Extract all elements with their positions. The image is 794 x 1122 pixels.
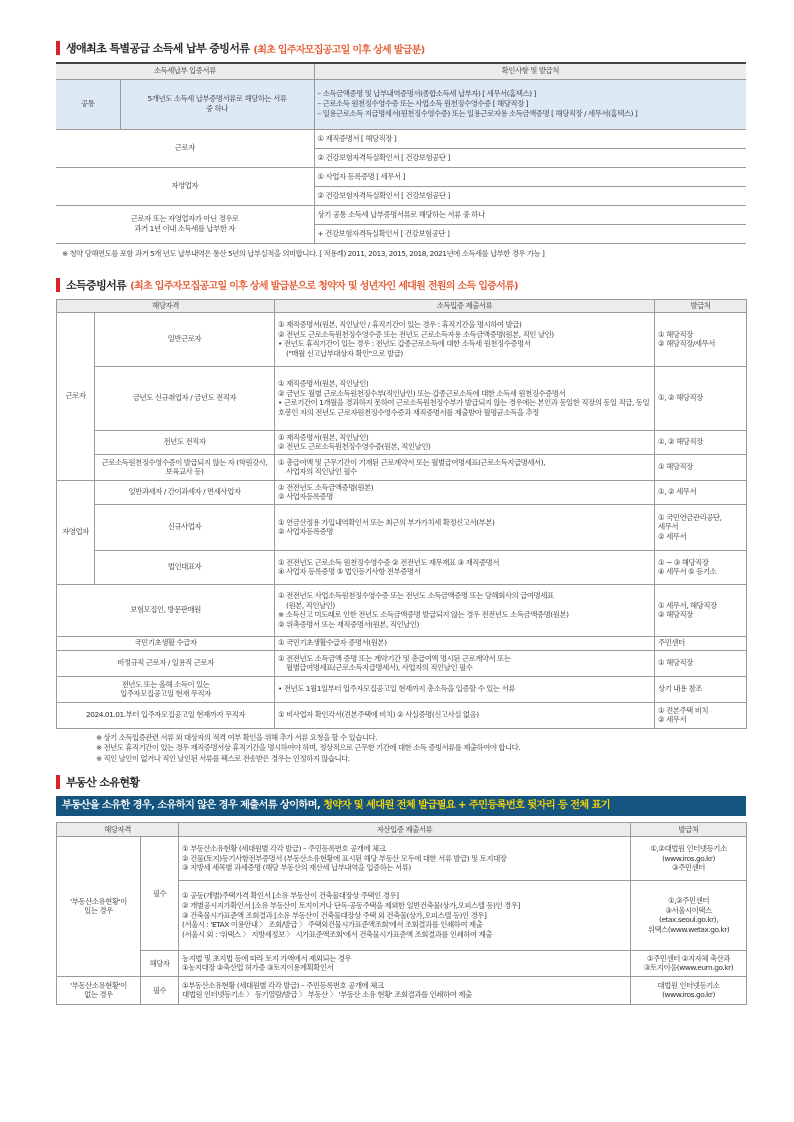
basic-docs: ① 국민기초생활수급자 증명서(원본) <box>275 636 655 650</box>
worker-item2: ② 건강보험자격득실확인서 [ 건강보험공단 ] <box>314 148 746 167</box>
common-desc: 5개년도 소득세 납부증명서류로 해당하는 서류 중 하나 <box>120 79 314 129</box>
new-worker-agency: ①, ② 해당직장 <box>655 366 747 430</box>
corp-docs: ① 전전년도 근로소득 원천징수영수증 ② 전전년도 재무재표 ③ 재직증명서 ④ 사업자 등록증명 ⑤ 법인등기사항 전부증명서 <box>275 550 655 584</box>
nonowner-agency: 대법원 인터넷등기소 (www.iros.go.kr) <box>631 976 747 1004</box>
section2-note: ※ 상기 소득입증관련 서류 외 대상자의 적격 여부 확인을 위해 추가 서류 요청을 할 수 있습니다. <box>96 732 377 742</box>
general-worker-docs: ① 재직증명서(원본, 직인날인 / 휴직기간이 있는 경우 : 휴직기간을 명시하여 발급) ② 전년도 근로소득원천징수영수증 또는 전년도 근로소득자용 소득금액증명(원본, 직인 날인) • 전년도 휴직기간이 있는 경우 : 전년도 갑종근로소득에 대한 소득세 원천징수증명서 ("매월 신고납부대상자 확인"으로 발급) <box>275 312 655 366</box>
banner-highlight: 청약자 및 세대원 전체 발급필요 + 주민등록번호 뒷자리 등 전체 표기 <box>323 799 611 811</box>
corp-agency: ① ~ ③ 해당직장 ④ 세무서 ⑤ 등기소 <box>655 550 747 584</box>
selfemp-item1: ① 사업자 등록증명 [ 세무서 ] <box>314 167 746 186</box>
insurance-docs: ① 전전년도 사업소득원천징수영수증 또는 전년도 소득금액증명 또는 당해회사의 급여명세표 (원본, 직인날인) ※ 소득신고 미도래로 인한 전년도 소득금액증명 발급되지 않는 경우 전전년도 소득금액증명(원본) ② 위촉증명서 또는 재직증명서(원본, 직인날인) <box>275 584 655 636</box>
section-marker <box>56 41 60 55</box>
owner-docs3: 농지법 및 초지법 등에 따라 토지 가액에서 제외되는 경우 ①농지대장 ②축산업 허가증 ③토지이용계획확인서 <box>179 950 631 976</box>
basic-agency: 주민센터 <box>655 636 747 650</box>
section1-title <box>56 38 746 58</box>
header-docs: 소득입증 제출서류 <box>275 299 655 312</box>
section2-title <box>56 275 746 295</box>
other-item2: + 건강보험자격득실확인서 [ 건강보험공단 ] <box>314 224 746 243</box>
section3-title <box>56 772 746 792</box>
no-job-docs: • 전년도 1월1일부터 입주자모집공고일 현재까지 총소득을 입증할 수 있는 서류 <box>275 676 655 702</box>
section2-title-main: 소득증빙서류 <box>66 278 127 292</box>
nonowner-label: '부동산소유현황'이 없는 경우 <box>57 976 141 1004</box>
header-docs: 자산입증 제출서류 <box>179 822 631 836</box>
no-receipt-label: 근로소득원천징수영수증이 발급되지 않는 자 (학원강사, 보육교사 등) <box>95 454 275 480</box>
taxpayer-label: 일반과세자 / 간이과세자 / 면세사업자 <box>95 480 275 504</box>
income-tax-table <box>56 62 746 244</box>
general-worker-agency: ① 해당직장 ② 해당직장/세무서 <box>655 312 747 366</box>
jobless2024-agency: ① 견본주택 비치 ② 세무서 <box>655 702 747 728</box>
irregular-agency: ① 해당직장 <box>655 650 747 676</box>
header-agency: 발급처 <box>655 299 747 312</box>
section-marker <box>56 775 60 789</box>
section2-notes <box>96 733 746 764</box>
worker-group-label: 근로자 <box>57 312 95 480</box>
prev-job-agency: ①, ② 해당직장 <box>655 430 747 454</box>
owner-applicable: 해당자 <box>141 950 179 976</box>
selfemp-group-label: 자영업자 <box>57 480 95 584</box>
nonowner-docs: ①부동산소유현황 (세대원별 각각 발급) – 주민등록번호 공개에 체크 대법원 인터넷등기소 〉 등기열람/발급 〉 부동산 〉 '부동산 소유 현황' 조회결과를 인쇄하여 제출 <box>179 976 631 1004</box>
new-worker-label: 금년도 신규취업자 / 금년도 전직자 <box>95 366 275 430</box>
other-item1: 상기 공통 소득세 납부증명서류로 해당하는 서류 중 하나 <box>314 205 746 224</box>
section1-title-sub: (최초 입주자모집공고일 이후 상세 발급분) <box>253 44 425 56</box>
no-job-label: 전년도 또는 올해 소득이 있는 입주자모집공고일 현재 무직자 <box>57 676 275 702</box>
common-label: 공통 <box>56 79 120 129</box>
insurance-agency: ① 세무서, 해당직장 ② 해당직장 <box>655 584 747 636</box>
irregular-label: 비정규직 근로자 / 일용직 근로자 <box>57 650 275 676</box>
jobless2024-docs: ① 비사업자 확인각서(견본주택에 비치) ② 사실증명(신고사실 없음) <box>275 702 655 728</box>
worker-item1: ① 재직증명서 [ 해당직장 ] <box>314 129 746 148</box>
owner-agency3: ①주민센터 ②지자체 축산과 ③토지이음(www.eum.go.kr) <box>631 950 747 976</box>
section3-title-main: 부동산 소유현황 <box>66 775 140 789</box>
taxpayer-agency: ①, ② 세무서 <box>655 480 747 504</box>
prev-job-docs: ① 재직증명서(원본, 직인날인) ② 전년도 근로소득원천징수영수증(원본, 직인날인) <box>275 430 655 454</box>
new-worker-docs: ① 재직증명서(원본, 직인날인) ② 금년도 월별 근로소득원천징수부(직인날인) 또는 갑종근로소득에 대한 소득세 원천징수증명서 • 근로기간이 1개월을 경과하지 못하여 근로소득원천징수부가 발급되지 않는 경우에는 본인과 동일한 직장의 동일 직급, 동일 호봉인 자의 전년도 근로자원천징수영수증과 재직증명서를 제출받아 월평균소득을 추정 <box>275 366 655 430</box>
no-receipt-docs: ① 총급여액 및 근무기간이 기재된 근로계약서 또는 월별급여명세표(근로소득지급명세서), 사업자의 직인날인 필수 <box>275 454 655 480</box>
header-agency: 발급처 <box>631 822 747 836</box>
owner-agency1: ①,②대법원 인터넷등기소 (www.iros.go.kr) ③주민센터 <box>631 836 747 880</box>
new-biz-docs: ① 연금산정용 가입내역확인서 또는 최근의 부가가치세 확정신고서(부본) ② 사업자등록증명 <box>275 504 655 550</box>
income-proof-table <box>56 299 747 729</box>
new-biz-agency: ① 국민연금관리공단, 세무서 ② 세무서 <box>655 504 747 550</box>
jobless2024-label: 2024.01.01.부터 입주자모집공고일 현재까지 무직자 <box>57 702 275 728</box>
property-banner <box>56 796 746 816</box>
section-marker <box>56 278 60 292</box>
selfemp-item2: ② 건강보험자격득실확인서 [ 건강보험공단 ] <box>314 186 746 205</box>
irregular-docs: ① 전전년도 소득금액 증명 또는 계약기간 및 총급여액 명시된 근로계약서 또는 월별급여명세표(근로소득지급명세서), 사업자의 직인날인 필수 <box>275 650 655 676</box>
worker-label: 근로자 <box>56 129 314 167</box>
owner-docs2: ① 공동(개별)주택가격 확인서 [소유 부동산이 건축물대장상 주택인 경우] ② 개별공시지가확인서 [소유 부동산이 토지이거나 단독·공동주택을 제외한 일반건축물(상가,오피스텔 등)인 경우] ③ 건축물시가표준액 조회결과 [소유 부동산이 건축물대장상 주택 외 건축물(상가,오피스텔 등)인 경우] (서울시 : 'ETAX 이용안내 〉 조회/발급 〉 주택외건물시가표준액조회'에서 조회결과를 인쇄하여 제출 (서울시 외 : '위택스 〉 지방세정보 〉 시가표준액조회'에서 건축물시가표준액 조회결과를 인쇄하여 제출 <box>179 880 631 950</box>
section1-note: ※ 청약 당해연도를 포함 과거 5개 년도 납부내역은 통산 5년의 납부실적을 의미합니다. [ 적용례) 2011, 2013, 2015, 2018, 2021년에 소득세를 납부한 경우 가능 ] <box>62 248 545 258</box>
section2-note: ※ 전년도 휴직기간이 있는 경우 재직증명서상 휴직기간을 명시하여야 하며, 정상적으로 근무한 기간에 대한 소득 증빙서류를 제출하여야 합니다. <box>96 743 521 753</box>
general-worker-label: 일반근로자 <box>95 312 275 366</box>
section1-title-main: 생애최초 특별공급 소득세 납부 증빙서류 <box>66 42 250 55</box>
owner-required: 필수 <box>141 836 179 950</box>
section2-note: ※ 직인 날인이 없거나 직인 날인된 서류를 팩스로 전송받은 경우는 인정하지 않습니다. <box>96 753 350 763</box>
prev-job-label: 전년도 전직자 <box>95 430 275 454</box>
common-items: – 소득금액증명 및 납부내역증명서(종합소득세 납부자) [ 세무서(홈텍스) ] – 근로소득 원천징수영수증 또는 사업소득 원천징수영수증 [ 해당직장 ] – 일용근로소득 지급명세서(원천징수영수증) 또는 일용근로자용 소득금액증명 [ 해당직장 / 세무서(홈텍스) ] <box>314 79 746 129</box>
header-doc: 소득세납부 입증서류 <box>56 63 314 79</box>
insurance-label: 보험모집인, 방문판매원 <box>57 584 275 636</box>
nonowner-required: 필수 <box>141 976 179 1004</box>
owner-label: '부동산소유현황'이 있는 경우 <box>57 836 141 976</box>
selfemp-label: 자영업자 <box>56 167 314 205</box>
no-job-agency: 상기 내용 참조 <box>655 676 747 702</box>
owner-docs1: ① 부동산소유현황 (세대원별 각각 발급) – 주민등록번호 공개에 체크 ② 건물(토지)등기사항전부증명서 (부동산소유현황에 표시된 해당 부동산 모두에 대한 서류 발급) 및 토지대장 ③ 지방세 세목별 과세증명 (해당 부동산의 재산세 납부내역을 입증하는 서류) <box>179 836 631 880</box>
header-qual: 해당자격 <box>57 822 179 836</box>
basic-label: 국민기초생활 수급자 <box>57 636 275 650</box>
no-receipt-agency: ① 해당직장 <box>655 454 747 480</box>
property-table <box>56 822 747 1005</box>
taxpayer-docs: ① 전전년도 소득금액증명(원본) ② 사업자등록증명 <box>275 480 655 504</box>
section2-title-sub: (최초 입주자모집공고일 이후 상세 발급분으로 청약자 및 성년자인 세대원 전원의 소득 입증서류) <box>130 281 518 293</box>
owner-agency2: ①,②주민센터 ③서울시이택스 (etax.seoul.go.kr), 위택스(www.wetax.go.kr) <box>631 880 747 950</box>
new-biz-label: 신규사업자 <box>95 504 275 550</box>
page <box>56 38 746 1005</box>
other-label: 근로자 또는 자영업자가 아닌 경우로 과거 1년 이내 소득세를 납부한 자 <box>56 205 314 243</box>
banner-main: 부동산을 소유한 경우, 소유하지 않은 경우 제출서류 상이하며, <box>62 799 324 811</box>
header-agency: 확인사항 및 발급처 <box>314 63 746 79</box>
header-qual: 해당자격 <box>57 299 275 312</box>
corp-label: 법인대표자 <box>95 550 275 584</box>
